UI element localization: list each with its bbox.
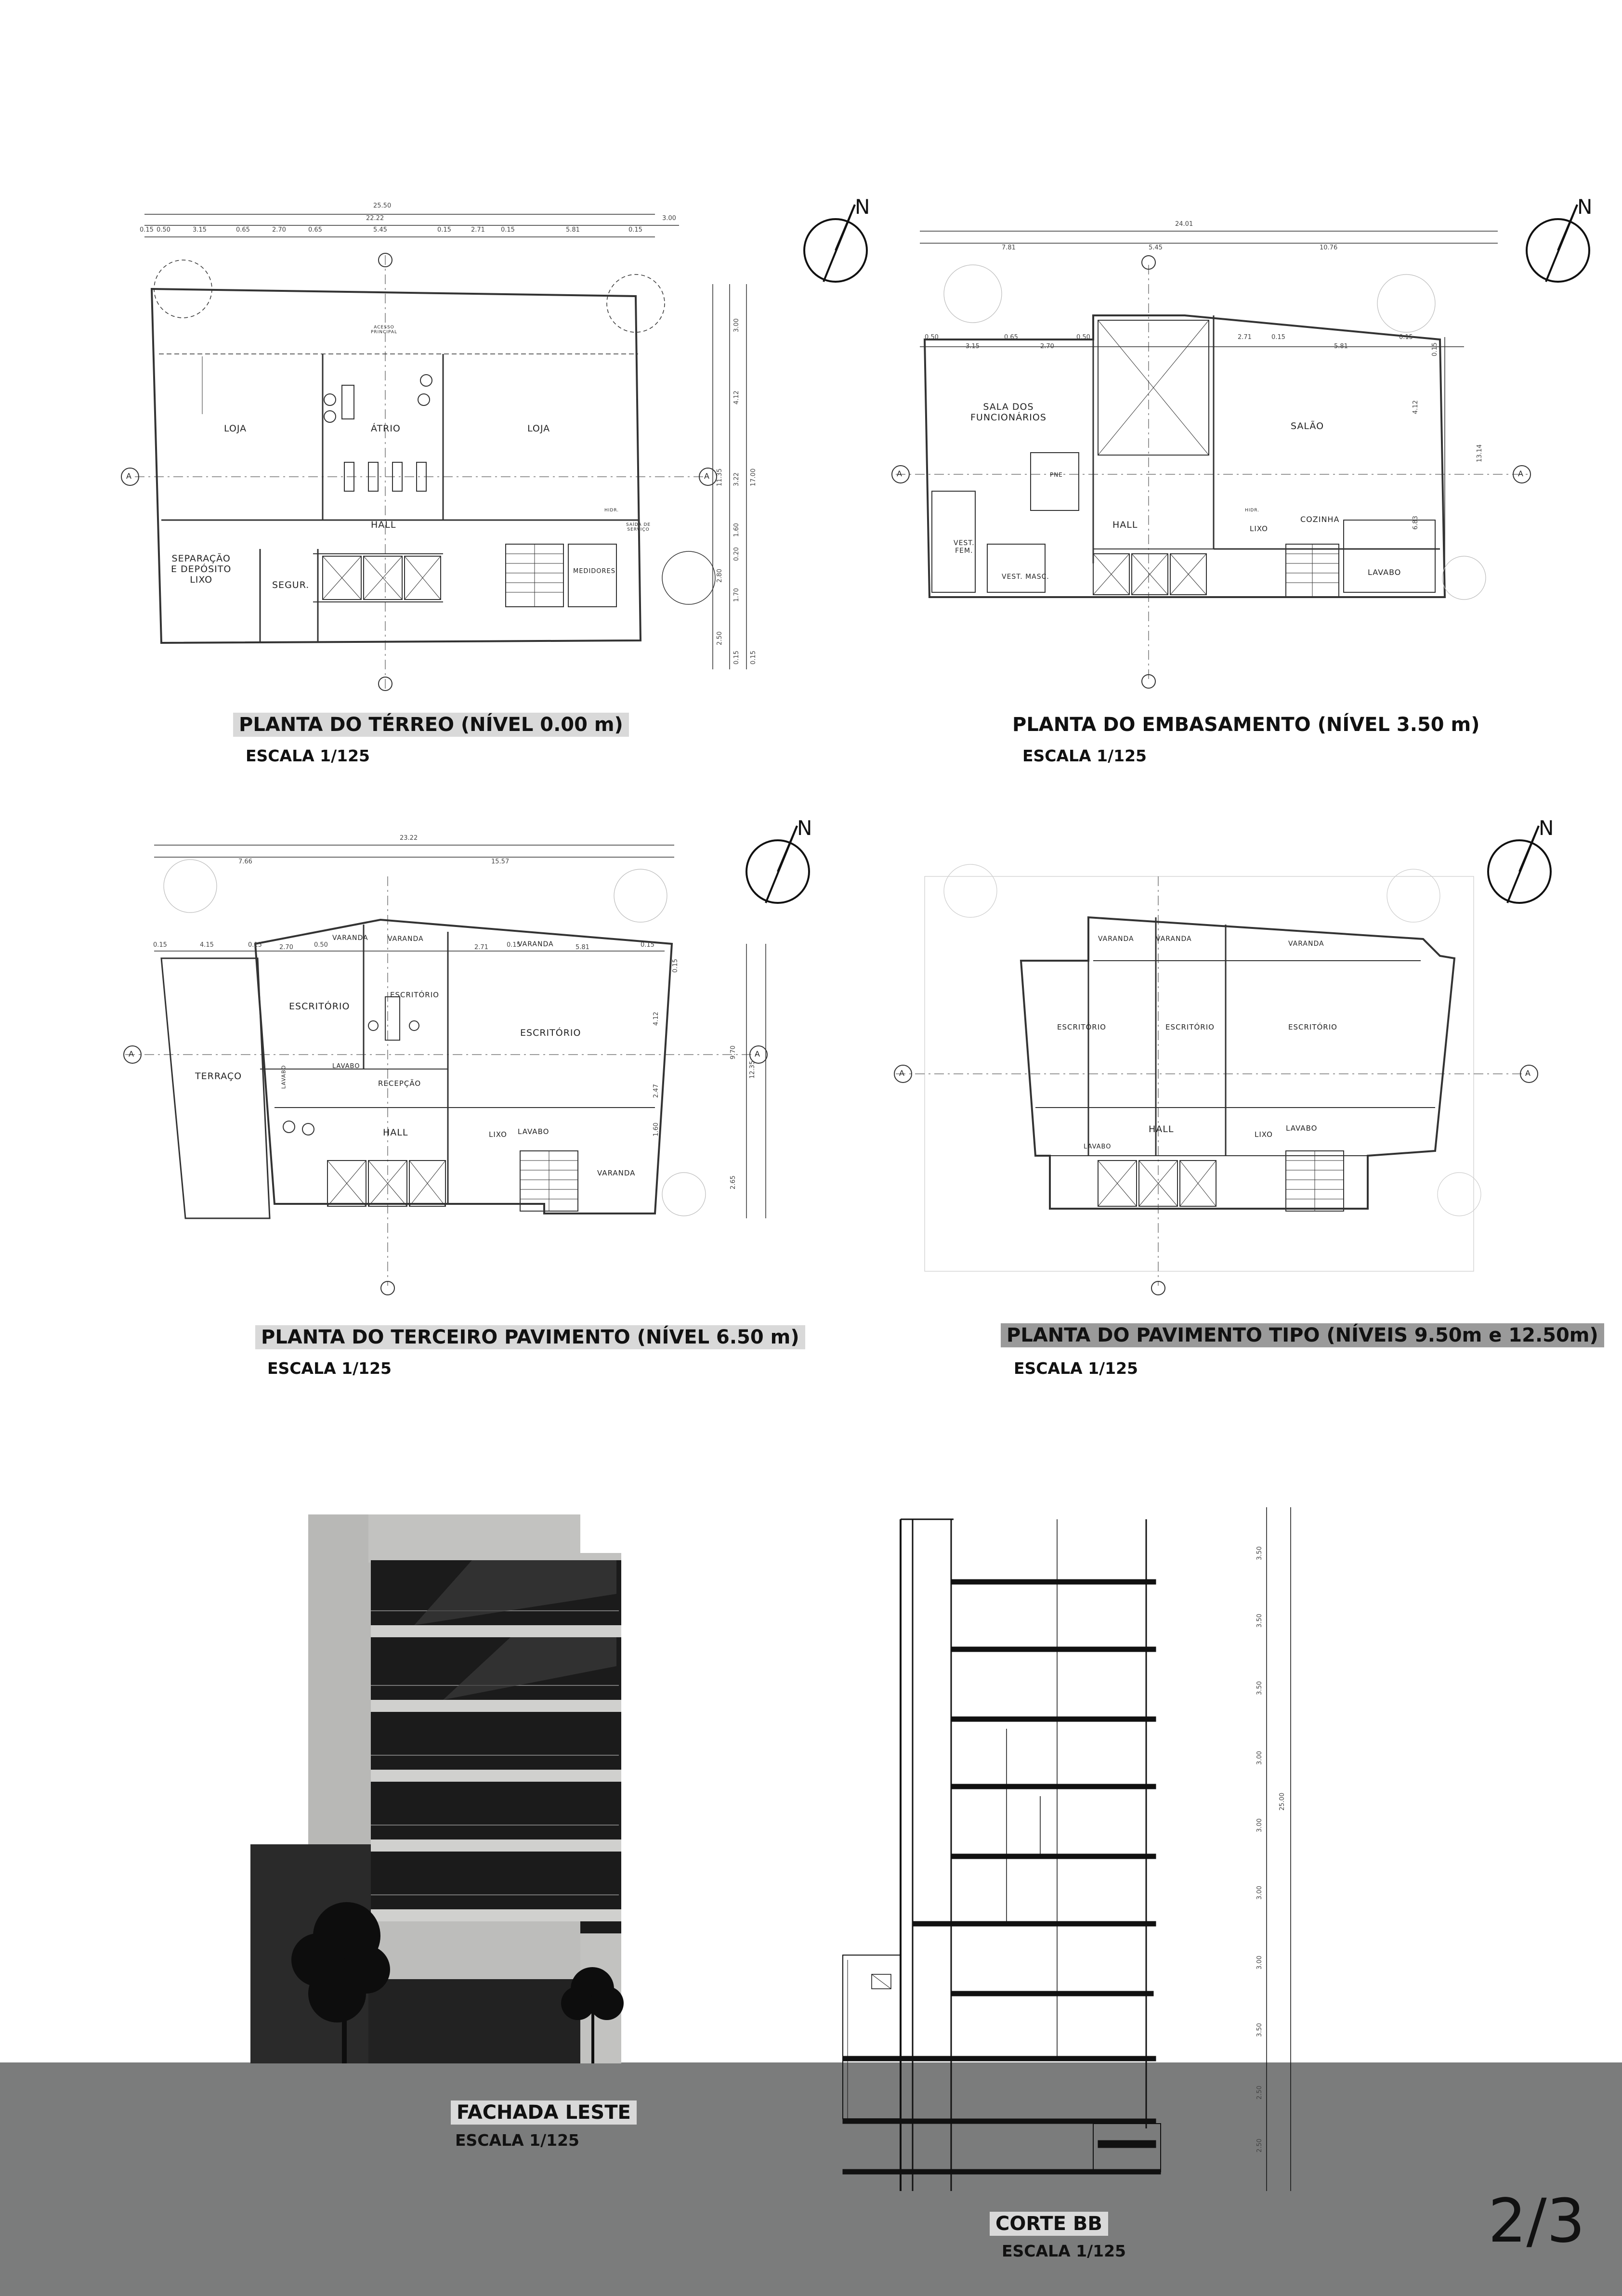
emb-dim-right-2: 13.14 [1476, 444, 1483, 462]
terceiro-title: PLANTA DO TERCEIRO PAVIMENTO (NÍVEL 6.50 m) [255, 1325, 805, 1349]
emb-dim-right-0: 0.15 [1431, 342, 1439, 356]
fachada-drawing [241, 1507, 636, 2066]
corte-bb [828, 1498, 1310, 2201]
ter-dim-b: 0.15 [641, 941, 654, 949]
corte-dim-0: 3.50 [1256, 1546, 1263, 1560]
embasamento-scale: ESCALA 1/125 [1022, 746, 1147, 765]
plan-embasamento-drawing [886, 217, 1551, 703]
terreo-dim-seg: 0.15 [628, 226, 642, 234]
ter-dim-b: 0.15 [153, 941, 167, 949]
terreo-dim-right-10: 0.15 [733, 651, 740, 665]
ter-dim-b: 0.15 [507, 941, 521, 949]
emb-section-marker: A [897, 469, 903, 478]
terreo-room-loja-right: LOJA [527, 423, 550, 434]
terreo-room-saida: SAÍDA DE SERVIÇO [626, 522, 651, 533]
corte-drawing [828, 1498, 1310, 2201]
tipo-room-lixo: LIXO [1255, 1130, 1273, 1139]
ter-room-terraco: TERRAÇO [195, 1071, 242, 1082]
terreo-dim-seg: 2.71 [471, 226, 485, 234]
corte-scale: ESCALA 1/125 [1002, 2242, 1126, 2260]
emb-section-marker: A [1518, 469, 1524, 478]
emb-dim-b: 5.81 [1334, 343, 1348, 350]
terreo-dim-seg: 0.15 [140, 226, 154, 234]
ter-room-escritorio-a: ESCRITÓRIO [289, 1001, 350, 1012]
terreo-dim-sub: 22.22 [366, 215, 384, 222]
ter-room-varanda-a: VARANDA [332, 934, 368, 942]
terreo-dim-seg: 5.81 [566, 226, 580, 234]
emb-dim-b: 2.71 [1238, 334, 1252, 341]
emb-room-sala: SALA DOS FUNCIONÁRIOS [970, 402, 1046, 423]
ter-dim-b: 2.70 [279, 944, 293, 951]
tipo-room-escritorio-c: ESCRITÓRIO [1288, 1023, 1337, 1031]
ter-dim-right-6: 2.65 [730, 1175, 737, 1189]
terreo-room-medidores: MEDIDORES [573, 568, 616, 575]
emb-room-lixo: LIXO [1250, 524, 1268, 533]
emb-room-cozinha: COZINHA [1300, 515, 1340, 524]
ter-room-recepcao: RECEPÇÃO [378, 1079, 421, 1088]
emb-dim-total: 24.01 [1175, 221, 1193, 228]
terreo-dim-right-2: 3.22 [733, 472, 740, 486]
emb-dim-right-1: 4.12 [1412, 400, 1419, 414]
terreo-room-atrio: ÁTRIO [371, 423, 401, 434]
terreo-dim-seg: 0.15 [501, 226, 515, 234]
ter-dim-right-0: 0.15 [672, 959, 679, 973]
tipo-title: PLANTA DO PAVIMENTO TIPO (NÍVEIS 9.50m e 12.50m) [1001, 1323, 1604, 1347]
plan-tipo [886, 828, 1551, 1310]
terreo-room-hidr: HIDR. [604, 508, 619, 513]
ter-dim-right-5: 1.60 [653, 1122, 660, 1136]
terreo-room-acesso: ACESSO PRINCIPAL [371, 325, 398, 335]
terreo-dim-right-1: 4.12 [733, 391, 740, 404]
ground-band [0, 2062, 1622, 2296]
corte-dim-1: 3.50 [1256, 1614, 1263, 1628]
emb-dim-b: 3.15 [966, 343, 980, 350]
ter-room-lavabo-c: LAVABO [518, 1127, 549, 1136]
emb-dim-a: 7.81 [1002, 244, 1016, 251]
terreo-dim-seg: 0.65 [236, 226, 250, 234]
corte-title: CORTE BB [990, 2212, 1108, 2236]
emb-room-salao: SALÃO [1291, 421, 1324, 431]
ter-dim-b: 0.50 [314, 941, 328, 949]
emb-room-lavabo: LAVABO [1368, 568, 1401, 577]
emb-dim-a: 5.45 [1149, 244, 1163, 251]
ter-room-escritorio-c: ESCRITÓRIO [520, 1028, 581, 1038]
corte-dim-2: 3.50 [1256, 1681, 1263, 1695]
terreo-dim-right-4: 17.00 [750, 468, 757, 486]
terreo-scale: ESCALA 1/125 [246, 746, 370, 765]
emb-dim-b: 0.15 [1271, 334, 1285, 341]
plan-embasamento [886, 217, 1551, 703]
tipo-room-varanda-c: VARANDA [1288, 940, 1324, 948]
plan-tipo-drawing [886, 828, 1551, 1310]
emb-room-hidr: HIDR. [1245, 508, 1260, 513]
plan-terreo [116, 188, 780, 722]
north-arrow-terreo [795, 197, 881, 284]
ter-dim-right-4: 2.47 [653, 1084, 660, 1098]
terreo-dim-seg: 0.65 [308, 226, 322, 234]
tipo-scale: ESCALA 1/125 [1014, 1359, 1138, 1378]
terreo-dim-right-9: 2.50 [716, 631, 723, 645]
north-label: N [855, 195, 870, 219]
terreo-room-loja-left: LOJA [224, 423, 247, 434]
north-label: N [1539, 816, 1554, 840]
terreo-section-marker: A [126, 471, 132, 481]
plan-terreo-drawing [116, 188, 780, 722]
tipo-section-marker: A [899, 1069, 905, 1078]
embasamento-title: PLANTA DO EMBASAMENTO (NÍVEL 3.50 m) [1012, 714, 1480, 736]
terreo-dim-right: 3.00 [662, 215, 676, 222]
north-label: N [1577, 195, 1593, 219]
ter-dim-right-3: 12.35 [749, 1060, 756, 1079]
terceiro-scale: ESCALA 1/125 [267, 1359, 392, 1378]
ter-room-lavabo-a: LAVABO [280, 1065, 287, 1089]
plan-terceiro-drawing [116, 828, 780, 1310]
ter-dim-total: 23.22 [400, 835, 418, 842]
ter-dim-right-1: 4.12 [653, 1012, 660, 1026]
corte-dim-4: 3.00 [1256, 1818, 1263, 1832]
emb-dim-right-3: 6.83 [1412, 516, 1419, 530]
north-label: N [797, 816, 812, 840]
plan-terceiro [116, 828, 780, 1310]
tipo-room-escritorio-a: ESCRITÓRIO [1057, 1023, 1106, 1031]
corte-dim-9: 2.50 [1256, 2139, 1263, 2152]
tipo-room-hall: HALL [1149, 1124, 1174, 1135]
terreo-dim-right-11: 0.15 [750, 651, 757, 665]
terreo-dim-right-0: 3.00 [733, 318, 740, 332]
tipo-room-lavabo-a: LAVABO [1084, 1143, 1112, 1150]
terreo-dim-seg: 3.15 [193, 226, 207, 234]
terreo-dim-seg: 2.70 [272, 226, 286, 234]
tipo-section-marker: A [1525, 1069, 1531, 1078]
corte-dim-8: 2.50 [1256, 2086, 1263, 2100]
emb-dim-b: 0.15 [1399, 334, 1413, 341]
fachada-leste [241, 1507, 636, 2066]
terreo-room-segur: SEGUR. [272, 580, 310, 590]
terreo-dim-right-8: 1.70 [733, 588, 740, 602]
ter-dim-a: 15.57 [491, 858, 510, 865]
terreo-title: PLANTA DO TÉRREO (NÍVEL 0.00 m) [233, 713, 629, 737]
terreo-room-hall: HALL [371, 520, 396, 530]
corte-dim-5: 3.00 [1256, 1886, 1263, 1900]
terreo-dim-right-3: 11.35 [716, 468, 723, 486]
ter-room-escritorio-b: ESCRITÓRIO [390, 991, 439, 999]
north-arrow-terceiro [737, 816, 824, 905]
fachada-title: FACHADA LESTE [451, 2100, 637, 2125]
terreo-dim-total: 25.50 [373, 202, 392, 209]
emb-room-hall: HALL [1112, 520, 1138, 530]
ter-dim-b: 4.15 [200, 941, 214, 949]
emb-dim-a: 10.76 [1320, 244, 1338, 251]
ter-room-lixo: LIXO [489, 1130, 507, 1139]
ter-room-lavabo-b: LAVABO [332, 1063, 360, 1070]
north-arrow-embasamento [1517, 197, 1604, 284]
ter-section-marker: A [755, 1049, 760, 1058]
ter-dim-right-2: 9.70 [730, 1045, 737, 1059]
corte-dim-total: 25.00 [1279, 1792, 1286, 1811]
emb-room-vest-masc: VEST. MASC. [1002, 573, 1049, 581]
terreo-dim-seg: 0.15 [437, 226, 451, 234]
ter-room-varanda-c: VARANDA [518, 940, 554, 948]
terreo-dim-right-5: 1.60 [733, 523, 740, 537]
terreo-dim-seg: 5.45 [373, 226, 387, 234]
terreo-room-separacao: SEPARAÇÃO E DEPÓSITO LIXO [171, 553, 232, 585]
tipo-room-escritorio-b: ESCRITÓRIO [1165, 1023, 1215, 1031]
corte-dim-6: 3.00 [1256, 1956, 1263, 1970]
fachada-scale: ESCALA 1/125 [455, 2131, 580, 2150]
terreo-dim-right-7: 2.80 [716, 569, 723, 583]
ter-section-marker: A [129, 1049, 134, 1058]
corte-dim-7: 3.50 [1256, 2023, 1263, 2037]
page-number: 2/3 [1488, 2186, 1585, 2256]
emb-dim-b: 2.70 [1040, 343, 1054, 350]
north-arrow-tipo [1478, 816, 1565, 905]
tipo-room-varanda-b: VARANDA [1156, 935, 1192, 943]
terreo-dim-seg: 0.50 [157, 226, 170, 234]
emb-room-vest-fem: VEST. FEM. [954, 539, 975, 555]
tipo-room-lavabo-b: LAVABO [1286, 1124, 1318, 1133]
emb-dim-b: 0.50 [1076, 334, 1090, 341]
terreo-section-marker: A [704, 471, 710, 481]
emb-dim-b: 0.65 [1004, 334, 1018, 341]
ter-dim-b: 2.71 [474, 944, 488, 951]
corte-dim-3: 3.00 [1256, 1751, 1263, 1765]
ter-dim-a: 7.66 [238, 858, 252, 865]
tipo-room-varanda-a: VARANDA [1098, 935, 1134, 943]
ter-dim-b: 5.81 [576, 944, 589, 951]
ter-room-hall: HALL [383, 1127, 408, 1138]
terreo-dim-right-6: 0.20 [733, 547, 740, 561]
ter-room-varanda-d: VARANDA [597, 1169, 636, 1177]
ter-dim-b: 0.15 [248, 941, 262, 949]
emb-room-pne: PNE [1050, 471, 1063, 478]
emb-dim-b: 0.50 [925, 334, 939, 341]
ter-room-varanda-b: VARANDA [388, 935, 424, 943]
